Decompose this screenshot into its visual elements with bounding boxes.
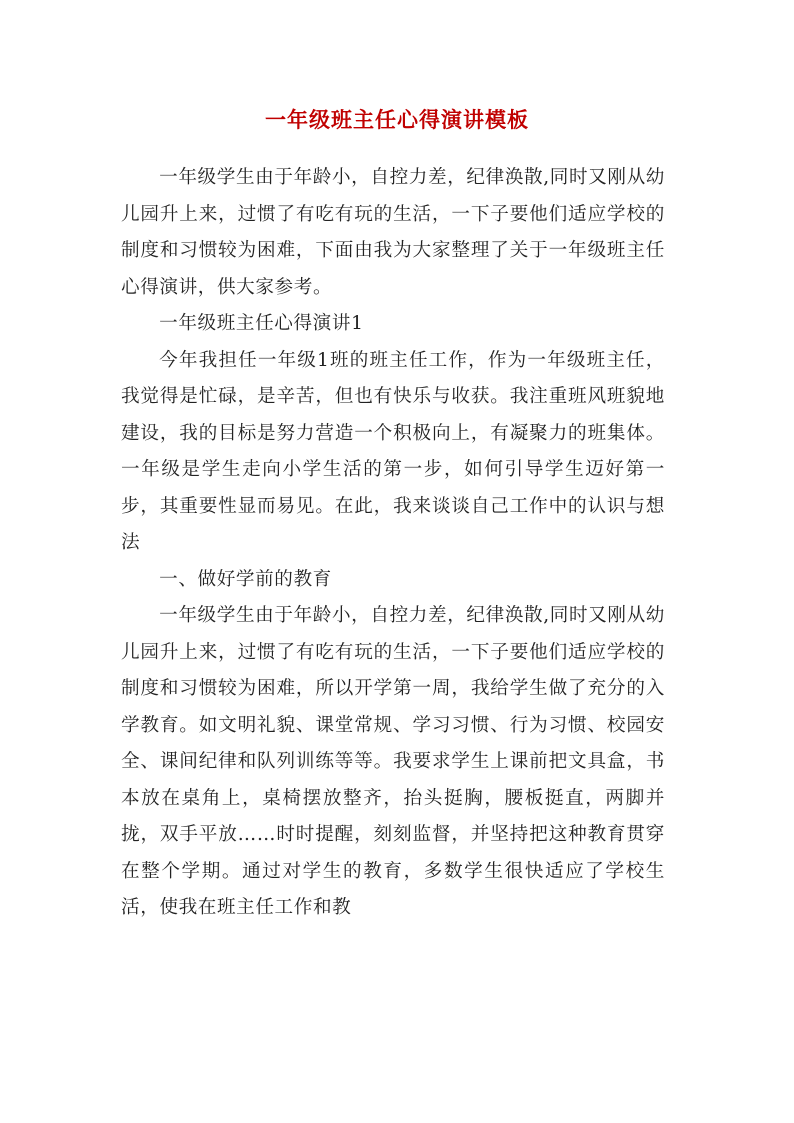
intro-paragraph: 一年级学生由于年龄小，自控力差，纪律涣散,同时又刚从幼儿园升上来，过惯了有吃有玩的生活，一下子要他们适应学校的制度和习惯较为困难，下面由我为大家整理了关于一年级班主任心得演讲，供大家参考。 <box>121 167 665 298</box>
preschool-education-paragraph: 一年级学生由于年龄小，自控力差，纪律涣散,同时又刚从幼儿园升上来，过惯了有吃有玩的生活，一下子要他们适应学校的制度和习惯较为困难，所以开学第一周，我给学生做了充分的入学教育。如文明礼貌、课堂常规、学习习惯、行为习惯、校园安全、课间纪律和队列训练等等。我要求学生上课前把文具盒，书本放在桌角上，桌椅摆放整齐，抬头挺胸，腰板挺直，两脚并拢，双手平放……时时提醒，刻刻监督，并坚持把这种教育贯穿在整个学期。通过对学生的教育，多数学生很快适应了学校生活，使我在班主任工作和教 <box>121 605 665 918</box>
speech-paragraph: 今年我担任一年级1班的班主任工作，作为一年级班主任，我觉得是忙碌，是辛苦，但也有快乐与收获。我注重班风班貌地建设，我的目标是努力营造一个积极向上，有凝聚力的班集体。一年级是学生走向小学生活的第一步，如何引导学生迈好第一步，其重要性显而易见。在此，我来谈谈自己工作中的认识与想法 <box>121 349 665 553</box>
document-body <box>121 160 665 927</box>
section-heading-speech-1: 一年级班主任心得演讲1 <box>159 313 364 334</box>
section-heading-preschool-education: 一、做好学前的教育 <box>159 568 332 590</box>
document-title: 一年级班主任心得演讲模板 <box>265 107 529 132</box>
